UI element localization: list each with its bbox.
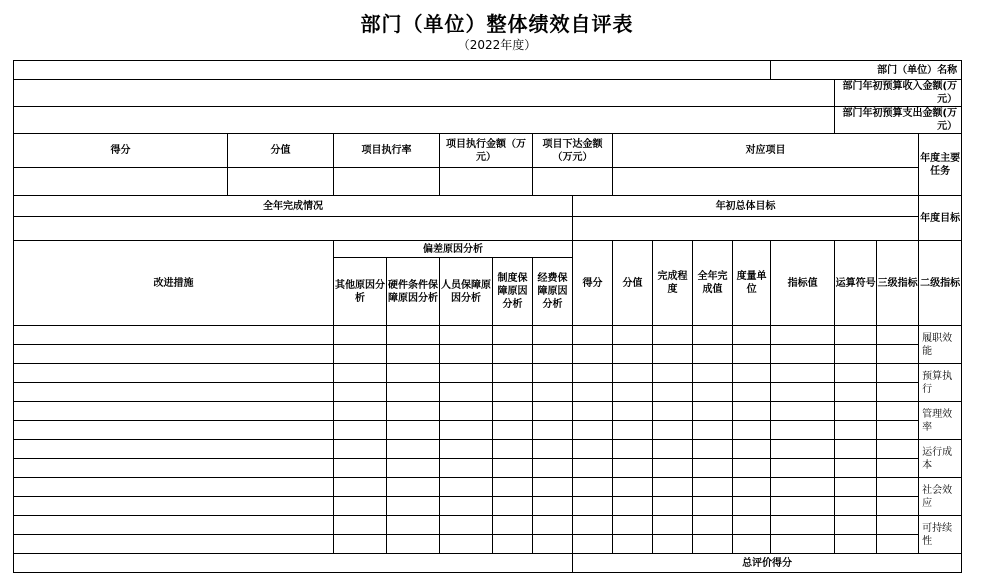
table-cell — [835, 516, 877, 535]
table-cell — [387, 516, 440, 535]
tasks-executed-header: 项目执行金额（万元） — [440, 134, 533, 168]
table-cell — [387, 402, 440, 421]
table-cell — [533, 168, 613, 196]
table-cell — [334, 168, 440, 196]
table-cell — [877, 516, 919, 535]
table-cell — [387, 421, 440, 440]
table-cell — [14, 383, 334, 402]
table-cell — [613, 326, 653, 345]
table-cell — [877, 364, 919, 383]
table-cell — [835, 364, 877, 383]
evaluation-form — [13, 60, 961, 569]
table-row — [14, 421, 962, 440]
table-cell — [653, 402, 693, 421]
table-cell — [653, 326, 693, 345]
table-row — [14, 326, 962, 345]
table-cell — [613, 364, 653, 383]
table-cell — [835, 345, 877, 364]
table-cell — [14, 402, 334, 421]
table-cell — [835, 402, 877, 421]
table-cell — [14, 535, 334, 554]
table-cell — [733, 535, 771, 554]
table-cell — [613, 535, 653, 554]
table-row — [14, 107, 962, 134]
table-cell — [835, 535, 877, 554]
table-cell — [693, 345, 733, 364]
table-cell — [14, 326, 334, 345]
table-row — [14, 196, 962, 217]
table-cell — [334, 535, 387, 554]
table-row — [14, 217, 962, 241]
table-cell — [493, 440, 533, 459]
unit-header: 度量单位 — [733, 241, 771, 326]
table-cell — [877, 345, 919, 364]
table-cell — [440, 402, 493, 421]
table-row — [14, 345, 962, 364]
category-management-efficiency: 管理效率 — [919, 402, 962, 440]
table-cell — [693, 421, 733, 440]
table-cell — [387, 440, 440, 459]
table-cell — [733, 402, 771, 421]
expense-value-cell — [14, 107, 835, 134]
table-cell — [387, 364, 440, 383]
table-cell — [653, 440, 693, 459]
table-cell — [653, 535, 693, 554]
table-cell — [533, 383, 573, 402]
table-cell — [877, 383, 919, 402]
evaluation-table — [13, 60, 962, 573]
total-score-label: 总评价得分 — [573, 554, 962, 573]
table-cell — [835, 383, 877, 402]
table-cell — [440, 326, 493, 345]
table-cell — [533, 440, 573, 459]
table-cell — [573, 345, 613, 364]
table-row — [14, 241, 962, 258]
table-cell — [387, 326, 440, 345]
deviation-funding: 经费保障原因分析 — [533, 258, 573, 326]
table-cell — [613, 440, 653, 459]
deviation-system: 制度保障原因分析 — [493, 258, 533, 326]
table-row — [14, 402, 962, 421]
table-cell — [228, 168, 334, 196]
table-cell — [14, 217, 573, 241]
category-social-effect: 社会效应 — [919, 478, 962, 516]
table-cell — [693, 364, 733, 383]
table-cell — [653, 364, 693, 383]
table-cell — [653, 497, 693, 516]
table-cell — [733, 383, 771, 402]
table-cell — [877, 402, 919, 421]
table-cell — [693, 383, 733, 402]
table-cell — [733, 364, 771, 383]
calc-symbol-header: 运算符号 — [835, 241, 877, 326]
table-cell — [653, 345, 693, 364]
annual-goals-label: 年度目标 — [919, 196, 962, 241]
dept-name-label: 部门（单位）名称 — [771, 61, 962, 80]
table-cell — [334, 516, 387, 535]
table-cell — [877, 459, 919, 478]
tasks-score-header: 得分 — [14, 134, 228, 168]
deviation-other: 其他原因分析 — [334, 258, 387, 326]
table-cell — [771, 440, 835, 459]
table-cell — [14, 168, 228, 196]
table-cell — [493, 402, 533, 421]
table-cell — [440, 478, 493, 497]
table-row — [14, 168, 962, 196]
table-cell — [573, 440, 613, 459]
table-cell — [440, 345, 493, 364]
table-cell — [653, 383, 693, 402]
table-cell — [693, 402, 733, 421]
table-cell — [493, 326, 533, 345]
table-cell — [733, 326, 771, 345]
table-cell — [493, 383, 533, 402]
table-cell — [693, 516, 733, 535]
table-cell — [835, 497, 877, 516]
name-value-cell — [14, 61, 771, 80]
table-cell — [387, 497, 440, 516]
table-cell — [533, 364, 573, 383]
table-cell — [771, 421, 835, 440]
deviation-title: 偏差原因分析 — [334, 241, 573, 258]
table-cell — [877, 421, 919, 440]
category-budget-execution: 预算执行 — [919, 364, 962, 402]
table-cell — [653, 478, 693, 497]
table-cell — [493, 497, 533, 516]
table-cell — [493, 421, 533, 440]
improvement-header: 改进措施 — [14, 241, 334, 326]
table-cell — [613, 402, 653, 421]
table-cell — [877, 497, 919, 516]
completion-header: 全年完成情况 — [14, 196, 573, 217]
table-cell — [14, 497, 334, 516]
table-cell — [493, 459, 533, 478]
table-cell — [387, 459, 440, 478]
table-cell — [533, 459, 573, 478]
table-cell — [835, 440, 877, 459]
table-cell — [493, 516, 533, 535]
table-row — [14, 535, 962, 554]
level2-header: 二级指标 — [919, 241, 962, 326]
table-cell — [440, 383, 493, 402]
table-cell — [613, 345, 653, 364]
table-cell — [533, 402, 573, 421]
table-cell — [653, 459, 693, 478]
indicator-score-header: 得分 — [573, 241, 613, 326]
table-row — [14, 478, 962, 497]
overall-goal-header: 年初总体目标 — [573, 196, 919, 217]
table-cell — [771, 516, 835, 535]
table-row — [14, 61, 962, 80]
table-cell — [533, 326, 573, 345]
tasks-budget-header: 项目下达金额（万元） — [533, 134, 613, 168]
table-cell — [334, 326, 387, 345]
table-cell — [573, 326, 613, 345]
table-cell — [653, 421, 693, 440]
table-cell — [334, 440, 387, 459]
table-cell — [440, 497, 493, 516]
table-cell — [334, 364, 387, 383]
table-cell — [493, 364, 533, 383]
table-cell — [440, 516, 493, 535]
category-sustainability: 可持续性 — [919, 516, 962, 554]
table-row — [14, 364, 962, 383]
table-cell — [733, 421, 771, 440]
table-row — [14, 80, 962, 107]
table-cell — [573, 459, 613, 478]
page-title: 部门（单位）整体绩效自评表 — [360, 12, 634, 36]
table-cell — [533, 421, 573, 440]
table-cell — [771, 326, 835, 345]
tasks-project-header: 对应项目 — [613, 134, 919, 168]
table-cell — [613, 383, 653, 402]
table-cell — [733, 345, 771, 364]
table-cell — [14, 516, 334, 535]
table-cell — [573, 535, 613, 554]
table-cell — [573, 383, 613, 402]
table-cell — [573, 421, 613, 440]
table-cell — [334, 478, 387, 497]
table-cell — [733, 478, 771, 497]
table-cell — [334, 421, 387, 440]
table-cell — [613, 478, 653, 497]
table-cell — [334, 402, 387, 421]
indicator-weight-header: 分值 — [613, 241, 653, 326]
table-cell — [334, 345, 387, 364]
table-row — [14, 383, 962, 402]
table-cell — [771, 535, 835, 554]
table-row — [14, 459, 962, 478]
table-cell — [14, 440, 334, 459]
table-cell — [387, 383, 440, 402]
table-cell — [573, 402, 613, 421]
completion-degree-header: 完成程度 — [653, 241, 693, 326]
category-performance: 履职效能 — [919, 326, 962, 364]
table-cell — [771, 478, 835, 497]
table-cell — [613, 459, 653, 478]
table-cell — [573, 497, 613, 516]
table-cell — [835, 326, 877, 345]
table-cell — [493, 345, 533, 364]
table-cell — [613, 168, 919, 196]
table-cell — [533, 516, 573, 535]
table-cell — [573, 217, 919, 241]
table-cell — [573, 478, 613, 497]
table-cell — [573, 516, 613, 535]
table-cell — [387, 345, 440, 364]
table-cell — [733, 516, 771, 535]
table-cell — [14, 421, 334, 440]
table-cell — [693, 478, 733, 497]
table-cell — [877, 535, 919, 554]
table-cell — [613, 421, 653, 440]
table-cell — [693, 497, 733, 516]
table-cell — [533, 497, 573, 516]
income-label: 部门年初预算收入金额(万元） — [835, 80, 962, 107]
table-cell — [440, 459, 493, 478]
table-cell — [771, 402, 835, 421]
target-value-header: 指标值 — [771, 241, 835, 326]
table-row — [14, 440, 962, 459]
table-cell — [573, 364, 613, 383]
table-cell — [334, 459, 387, 478]
table-cell — [771, 497, 835, 516]
annual-tasks-label: 年度主要任务 — [919, 134, 962, 196]
table-cell — [14, 345, 334, 364]
table-cell — [835, 459, 877, 478]
table-cell — [693, 459, 733, 478]
actual-value-header: 全年完成值 — [693, 241, 733, 326]
table-cell — [334, 497, 387, 516]
table-cell — [835, 478, 877, 497]
level3-header: 三级指标 — [877, 241, 919, 326]
table-cell — [877, 478, 919, 497]
deviation-hardware: 硬件条件保障原因分析 — [387, 258, 440, 326]
page-subtitle: （2022年度） — [457, 38, 537, 52]
table-cell — [771, 459, 835, 478]
table-cell — [733, 440, 771, 459]
expense-label: 部门年初预算支出金额(万元） — [835, 107, 962, 134]
table-cell — [533, 535, 573, 554]
table-row — [14, 134, 962, 168]
table-cell — [334, 383, 387, 402]
total-score-value — [14, 554, 573, 573]
table-cell — [877, 326, 919, 345]
table-cell — [653, 516, 693, 535]
table-cell — [771, 383, 835, 402]
table-cell — [14, 364, 334, 383]
table-cell — [613, 516, 653, 535]
table-cell — [733, 459, 771, 478]
table-cell — [387, 535, 440, 554]
table-cell — [835, 421, 877, 440]
table-cell — [613, 497, 653, 516]
table-cell — [440, 440, 493, 459]
table-row — [14, 497, 962, 516]
table-cell — [733, 497, 771, 516]
table-cell — [14, 478, 334, 497]
table-cell — [533, 478, 573, 497]
table-cell — [693, 326, 733, 345]
table-cell — [440, 364, 493, 383]
table-cell — [771, 364, 835, 383]
table-cell — [693, 440, 733, 459]
table-cell — [877, 440, 919, 459]
table-cell — [493, 478, 533, 497]
deviation-staff: 人员保障原因分析 — [440, 258, 493, 326]
table-cell — [387, 478, 440, 497]
tasks-weight-header: 分值 — [228, 134, 334, 168]
tasks-rate-header: 项目执行率 — [334, 134, 440, 168]
table-cell — [771, 345, 835, 364]
table-cell — [533, 345, 573, 364]
table-cell — [440, 168, 533, 196]
income-value-cell — [14, 80, 835, 107]
table-cell — [440, 421, 493, 440]
table-row — [14, 516, 962, 535]
table-cell — [14, 459, 334, 478]
table-cell — [440, 535, 493, 554]
category-operating-cost: 运行成本 — [919, 440, 962, 478]
table-cell — [493, 535, 533, 554]
table-row — [14, 554, 962, 573]
table-cell — [693, 535, 733, 554]
